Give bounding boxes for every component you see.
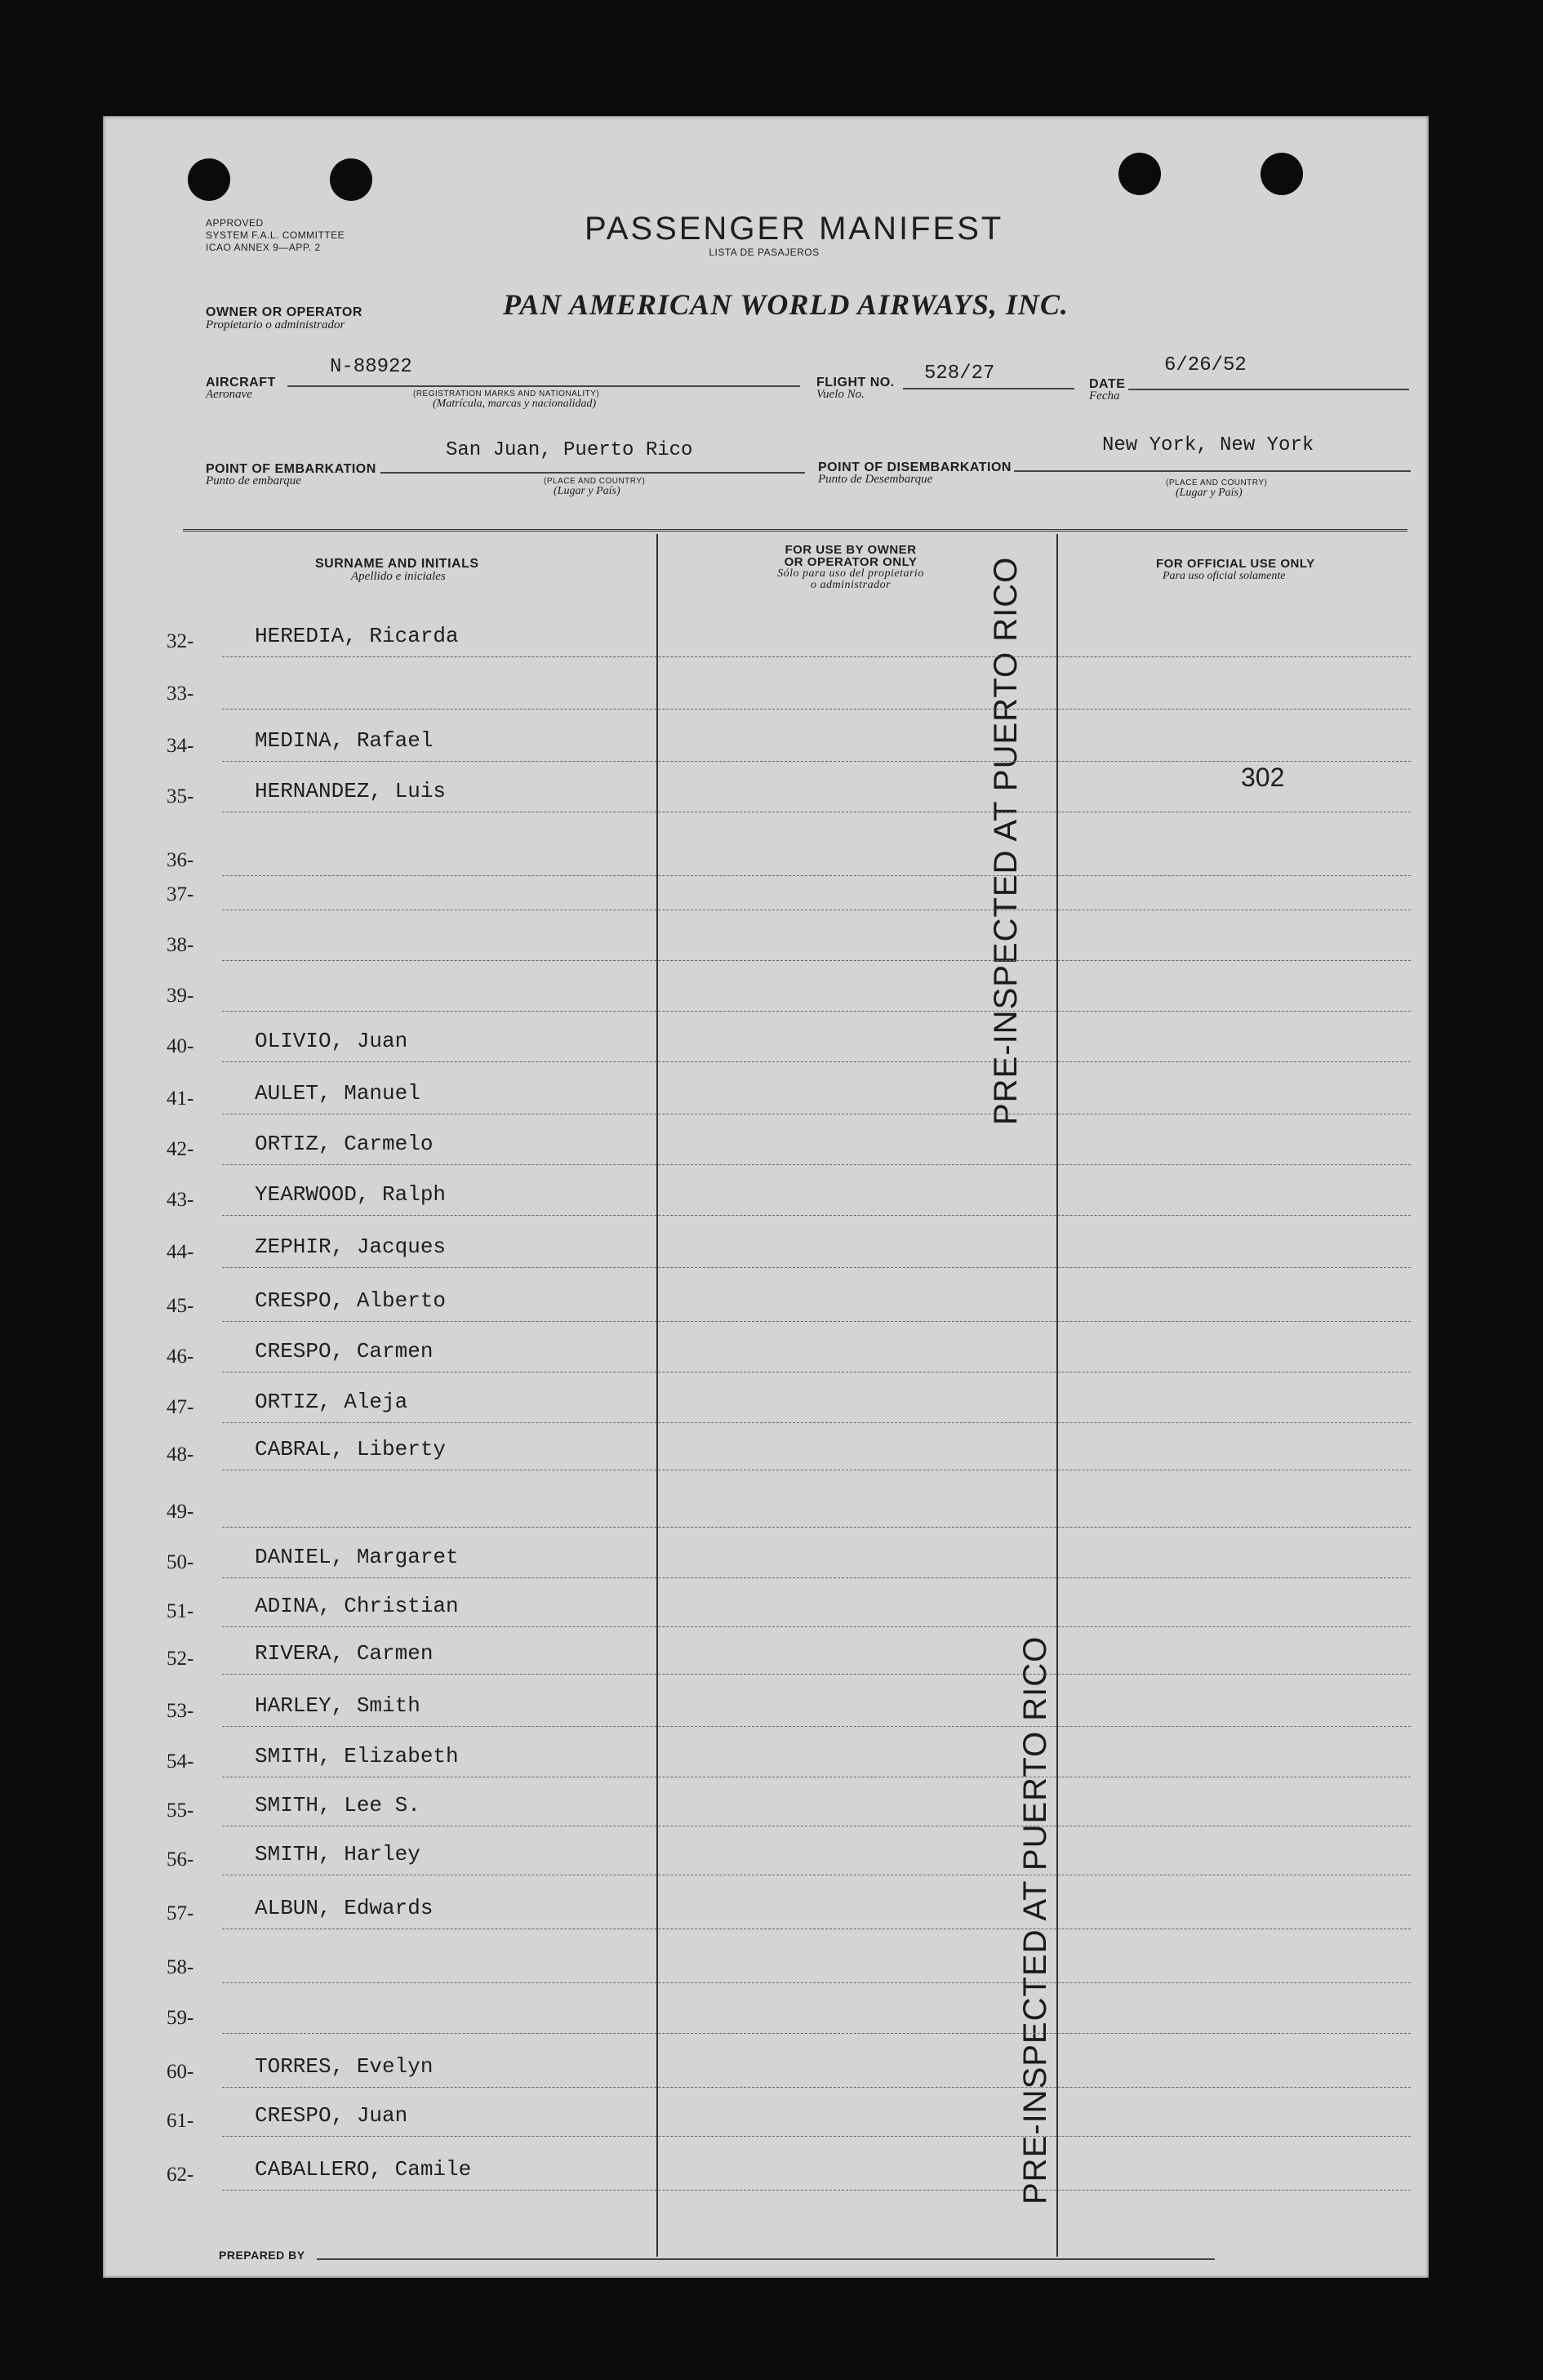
row-number: 54- [167,1751,194,1773]
date-label: DATE [1089,377,1126,391]
row-number: 41- [167,1088,194,1110]
passenger-name: AULET, Manuel [255,1081,420,1105]
punch-hole [1261,153,1303,195]
passenger-name: YEARWOOD, Ralph [255,1182,447,1207]
registration-note: (REGISTRATION MARKS AND NATIONALITY) [413,389,600,398]
row-number: 34- [167,735,194,757]
row-number: 35- [167,785,194,807]
registration-note-es: (Matrícula, marcas y nacionalidad) [433,398,597,410]
aircraft-label: AIRCRAFT [206,376,276,389]
date-label-es: Fecha [1089,389,1120,403]
col-owner-use-line: OR OPERATOR ONLY [784,555,918,569]
row-number: 60- [167,2061,194,2083]
passenger-name: SMITH, Lee S. [255,1793,420,1817]
table-row [103,2157,1429,2190]
row-number: 52- [167,1648,194,1670]
punch-hole [188,158,230,201]
col-official-use-es: Para uso oficial solamente [1163,570,1286,582]
row-number: 37- [167,883,194,905]
row-rule [222,1321,1411,1322]
prepared-by-label: PREPARED BY [219,2249,305,2262]
row-number: 61- [167,2110,194,2132]
table-row [103,1234,1429,1267]
embark-place-note: (PLACE AND COUNTRY) [544,477,646,486]
table-row [103,1693,1429,1726]
row-rule [222,875,1411,876]
table-row [103,2103,1429,2136]
approved-block [206,217,345,254]
pre-inspected-stamp: PRE-INSPECTED AT PUERTO RICO [1017,1635,1053,2204]
table-row [103,843,1429,875]
passenger-name: HEREDIA, Ricarda [255,624,459,648]
table-row [103,1744,1429,1777]
operator-name: PAN AMERICAN WORLD AIRWAYS, INC. [503,288,1069,321]
pre-inspected-stamp: PRE-INSPECTED AT PUERTO RICO [988,556,1024,1125]
row-number: 39- [167,985,194,1007]
approved-line: APPROVED [206,217,264,229]
row-rule [222,1164,1411,1165]
table-row [103,877,1429,910]
passenger-name: TORRES, Evelyn [255,2054,434,2079]
col-owner-use-line: FOR USE BY OWNER [785,543,917,557]
row-rule [222,1011,1411,1012]
owner-label: OWNER OR OPERATOR [206,305,362,319]
table-row [103,1950,1429,1982]
row-number: 32- [167,630,194,652]
passenger-name: SMITH, Harley [255,1842,420,1866]
row-rule [222,1215,1411,1216]
table-row [103,2054,1429,2087]
page-title: PASSENGER MANIFEST [585,211,1004,247]
row-rule [222,1674,1411,1675]
table-row [103,1641,1429,1674]
row-rule [222,1626,1411,1627]
col-owner-use [761,544,940,591]
row-number: 33- [167,683,194,705]
row-number: 53- [167,1700,194,1722]
disembark-place-note: (PLACE AND COUNTRY) [1166,478,1268,487]
approved-line: SYSTEM F.A.L. COMMITTEE [206,229,345,241]
passenger-name: ORTIZ, Carmelo [255,1132,434,1156]
table-row [103,1793,1429,1826]
embark-place-note-es: (Lugar y País) [554,485,620,497]
passenger-name: CABALLERO, Camile [255,2157,472,2182]
table-row [103,1594,1429,1626]
row-number: 46- [167,1346,194,1368]
table-row [103,1288,1429,1321]
passenger-name: ORTIZ, Aleja [255,1390,408,1414]
table-row [103,1545,1429,1577]
flight-label-es: Vuelo No. [816,388,865,401]
disembark-label-es: Punto de Desembarque [818,473,933,486]
row-rule [222,2033,1411,2034]
table-row [103,1896,1429,1928]
row-number: 42- [167,1138,194,1160]
col-surname-es: Apellido e iniciales [351,570,446,583]
passenger-name: DANIEL, Margaret [255,1545,459,1569]
row-number: 40- [167,1035,194,1057]
row-rule [222,960,1411,961]
table-row [103,1339,1429,1372]
row-rule [222,2087,1411,2088]
table-row [103,1132,1429,1164]
table-row [103,779,1429,812]
row-rule [222,1267,1411,1268]
table-row [103,1494,1429,1527]
row-number: 48- [167,1444,194,1466]
row-number: 55- [167,1799,194,1822]
row-rule [222,1422,1411,1423]
passenger-name: CRESPO, Alberto [255,1288,447,1313]
row-number: 44- [167,1241,194,1263]
row-rule [222,1928,1411,1929]
row-number: 56- [167,1848,194,1871]
row-number: 62- [167,2164,194,2186]
row-rule [222,1527,1411,1528]
row-rule [222,2190,1411,2191]
passenger-name: ZEPHIR, Jacques [255,1234,447,1259]
date-value: 6/26/52 [1164,354,1247,376]
official-note: 302 [1241,763,1285,792]
page-subtitle: LISTA DE PASAJEROS [709,247,820,258]
disembark-place-note-es: (Lugar y País) [1176,487,1243,499]
col-official-use: FOR OFFICIAL USE ONLY [1156,557,1315,571]
disembark-label: POINT OF DISEMBARKATION [818,460,1012,474]
row-rule [222,709,1411,710]
row-number: 43- [167,1189,194,1211]
row-rule [222,1982,1411,1983]
disembark-value: New York, New York [1102,434,1314,456]
table-row [103,1437,1429,1470]
table-row [103,728,1429,761]
approved-line: ICAO ANNEX 9—APP. 2 [206,242,321,253]
owner-label-es: Propietario o administrador [206,318,345,331]
row-rule [222,1577,1411,1578]
row-number: 59- [167,2007,194,2029]
table-row [103,676,1429,709]
passenger-name: ADINA, Christian [255,1594,459,1618]
embark-value: San Juan, Puerto Rico [446,439,693,461]
row-rule [222,761,1411,762]
table-row [103,1081,1429,1114]
passenger-name: MEDINA, Rafael [255,728,434,753]
passenger-name: ALBUN, Edwards [255,1896,434,1920]
table-row [103,624,1429,656]
passenger-name: RIVERA, Carmen [255,1641,434,1666]
table-row [103,1182,1429,1215]
table-row [103,928,1429,960]
passenger-name: HARLEY, Smith [255,1693,420,1718]
passenger-name: HERNANDEZ, Luis [255,779,447,803]
row-number: 45- [167,1295,194,1317]
punch-hole [1118,153,1161,195]
col-owner-use-es: Sólo para uso del propietario [777,567,924,580]
embark-label: POINT OF EMBARKATION [206,462,376,476]
row-rule [222,2136,1411,2137]
passenger-name: CABRAL, Liberty [255,1437,447,1461]
row-number: 58- [167,1956,194,1978]
table-row [103,1029,1429,1061]
flight-number: 528/27 [924,363,995,385]
passenger-name: SMITH, Elizabeth [255,1744,459,1768]
table-row [103,1842,1429,1875]
aircraft-label-es: Aeronave [206,388,252,401]
embark-label-es: Punto de embarque [206,474,301,487]
row-number: 51- [167,1600,194,1622]
col-owner-use-es: o administrador [810,579,892,591]
row-number: 57- [167,1902,194,1924]
col-surname: SURNAME AND INITIALS [315,557,479,571]
row-rule [222,1061,1411,1062]
row-number: 50- [167,1551,194,1573]
table-row [103,1390,1429,1422]
passenger-name: CRESPO, Carmen [255,1339,434,1363]
passenger-name: CRESPO, Juan [255,2103,408,2128]
row-number: 36- [167,849,194,871]
row-rule [222,656,1411,657]
aircraft-value: N-88922 [330,356,412,378]
table-row [103,978,1429,1011]
row-number: 47- [167,1396,194,1418]
punch-hole [330,158,372,201]
row-rule [222,1726,1411,1727]
passenger-name: OLIVIO, Juan [255,1029,408,1053]
row-number: 49- [167,1501,194,1523]
flight-label: FLIGHT NO. [816,376,895,389]
row-number: 38- [167,934,194,956]
manifest-sheet [103,116,1429,2278]
table-row [103,2000,1429,2033]
